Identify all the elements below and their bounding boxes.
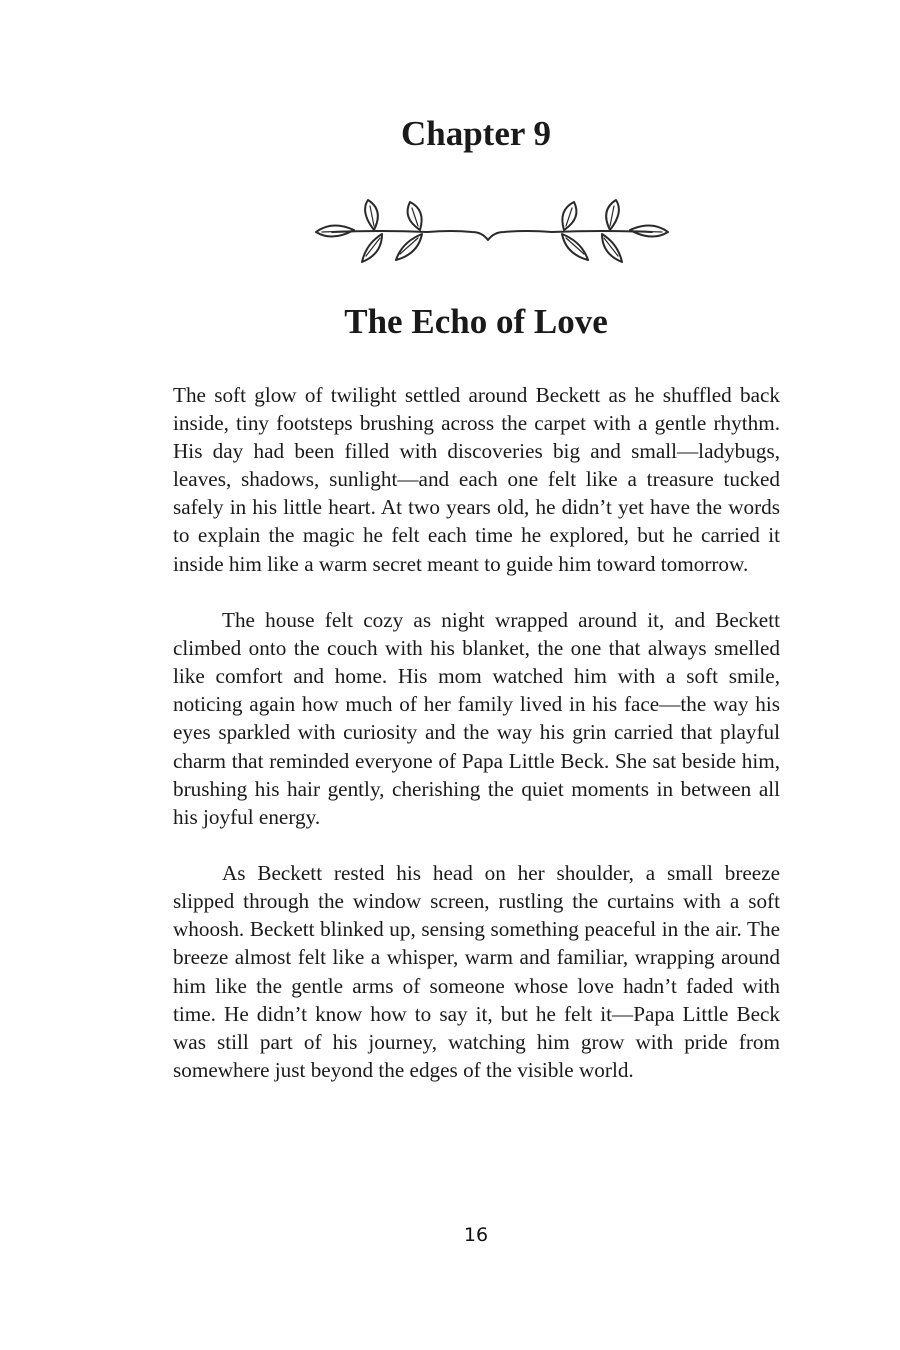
chapter-number-heading: Chapter 9	[400, 114, 552, 153]
chapter-title-heading: The Echo of Love	[344, 302, 608, 341]
chapter-body	[173, 381, 780, 1112]
paragraph-2: The house felt cozy as night wrapped around it, and Beckett climbed onto the couch with his blanket, the one that always smelled like comfort and home. His mom watched him with a soft smile, noticing again how much of her family lived in his face—the way his eyes sparkled with curiosity and the way his grin carried that playful charm that reminded everyone of Papa Little Beck. She sat beside him, brushing his hair gently, cherishing the quiet moments in between all his joyful energy.	[173, 608, 780, 829]
page-number: 16	[463, 1224, 489, 1246]
laurel-vine-divider-icon	[312, 192, 672, 270]
paragraph-3: As Beckett rested his head on her shoulder, a small breeze slipped through the window screen, rustling the curtains with a soft whoosh. Beckett blinked up, sensing something peaceful in the air. The breeze almost felt like a whisper, warm and familiar, wrapping around him like the gentle arms of someone whose love hadn’t faded with time. He didn’t know how to say it, but he felt it—Papa Little Beck was still part of his journey, watching him grow with pride from somewhere just beyond the edges of the visible world.	[173, 861, 780, 1082]
paragraph-1: The soft glow of twilight settled around Beckett as he shuffled back inside, tiny footsteps brushing across the carpet with a gentle rhythm. His day had been filled with discoveries big and small—ladybugs, leaves, shadows, sunlight—and each one felt like a treasure tucked safely in his little heart. At two years old, he didn’t yet have the words to explain the magic he felt each time he explored, but he carried it inside him like a warm secret meant to guide him toward tomorrow.	[173, 383, 780, 576]
